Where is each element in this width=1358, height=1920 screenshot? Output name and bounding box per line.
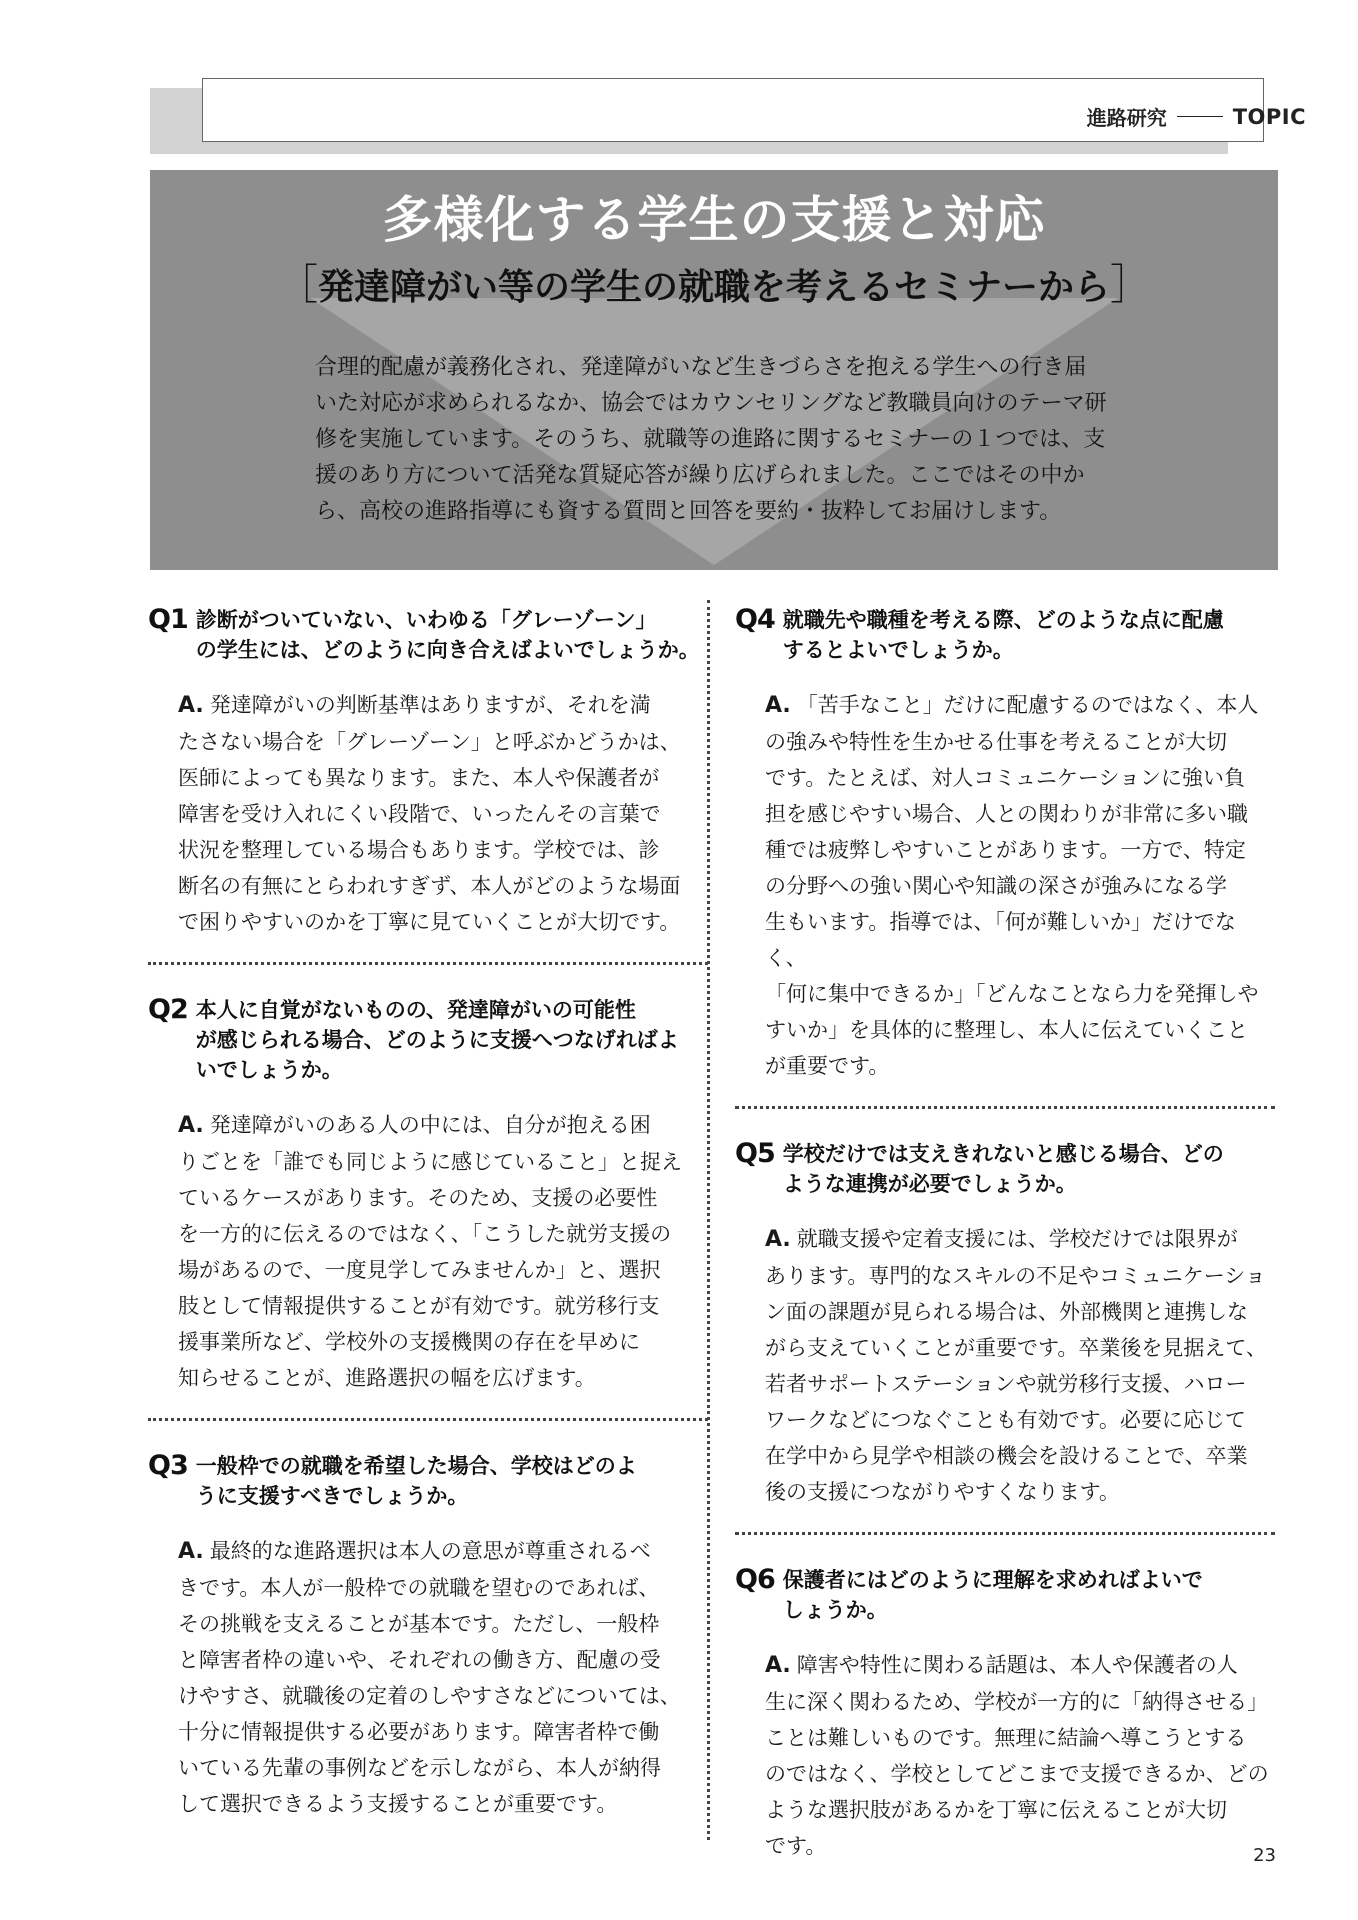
question-number: Q4 bbox=[735, 604, 775, 635]
subtitle-bracket-close: ］ bbox=[1110, 260, 1153, 309]
question-text: 就職先や職種を考える際、どのような点に配慮 するとよいでしょうか。 bbox=[782, 608, 1224, 662]
question-number: Q6 bbox=[735, 1564, 775, 1595]
qa-item-4 bbox=[735, 605, 1275, 1084]
question bbox=[735, 605, 1275, 665]
header-topic: TOPIC bbox=[1232, 104, 1306, 129]
answer bbox=[765, 1647, 1275, 1864]
answer-mark: A. bbox=[178, 1113, 204, 1138]
qa-item-5 bbox=[735, 1139, 1275, 1510]
question bbox=[148, 605, 708, 665]
qa-separator bbox=[735, 1532, 1275, 1535]
question-number: Q5 bbox=[735, 1138, 775, 1169]
answer-text: 就職支援や定着支援には、学校だけでは限界が あります。専門的なスキルの不足やコミュニケーショ ン面の課題が見られる場合は、外部機関と連携しな がら支えていくことが重要です。卒業後を見据えて、 若者サポートステーションや就労移行支援、ハロー ワークなどにつなぐことも有効です。必要に応じて 在学中から見学や相談の機会を設けることで、卒業 後の支援につながりやすくなります。 bbox=[765, 1227, 1267, 1504]
answer bbox=[178, 1107, 708, 1396]
question-number: Q1 bbox=[148, 604, 188, 635]
qa-item-3 bbox=[148, 1451, 708, 1822]
answer-mark: A. bbox=[765, 693, 791, 718]
question-text: 本人に自覚がないものの、発達障がいの可能性 が感じられる場合、どのように支援へつなげればよ いでしょうか。 bbox=[195, 998, 679, 1082]
answer-text: 発達障がいのある人の中には、自分が抱える困 りごとを「誰でも同じように感じていること」と捉え ているケースがあります。そのため、支援の必要性 を一方的に伝えるのではなく、「こうした就労支援の 場があるので、一度見学してみませんか」と、選択 肢として情報提供することが有効です。就労移行支 援事業所など、学校外の支援機関の存在を早めに 知らせることが、進路選択の幅を広げます。 bbox=[178, 1113, 682, 1390]
question-text: 保護者にはどのように理解を求めればよいで しょうか。 bbox=[782, 1568, 1203, 1622]
answer bbox=[765, 687, 1275, 1084]
question bbox=[735, 1139, 1275, 1199]
answer-mark: A. bbox=[765, 1227, 791, 1252]
qa-separator bbox=[148, 962, 708, 965]
answer-text: 発達障がいの判断基準はありますが、それを満 たさない場合を「グレーゾーン」と呼ぶかどうかは、 医師によっても異なります。また、本人や保護者が 障害を受け入れにくい段階で、いったんその言葉で 状況を整理している場合もあります。学校では、診 断名の有無にとらわれすぎず、本人がどのような場面 で困りやすいのかを丁寧に見ていくことが大切です。 bbox=[178, 693, 681, 934]
answer bbox=[178, 1533, 708, 1822]
header-section: 進路研究 bbox=[1086, 106, 1167, 130]
page-subtitle bbox=[150, 252, 1278, 312]
qa-item-2 bbox=[148, 995, 708, 1396]
question bbox=[148, 995, 708, 1085]
question-text: 一般枠での就職を希望した場合、学校はどのよ うに支援すべきでしょうか。 bbox=[195, 1454, 637, 1508]
answer-mark: A. bbox=[178, 1539, 204, 1564]
left-column bbox=[148, 605, 708, 1822]
header-rule bbox=[1177, 116, 1223, 117]
answer-mark: A. bbox=[765, 1653, 791, 1678]
answer-text: 障害や特性に関わる話題は、本人や保護者の人 生に深く関わるため、学校が一方的に「納得させる」 ことは難しいものです。無理に結論へ導こうとする のではなく、学校としてどこまで支援できるか、どの ような選択肢があるかを丁寧に伝えることが大切 です。 bbox=[765, 1653, 1269, 1858]
subtitle-text: 発達障がい等の学生の就職を考えるセミナーから bbox=[317, 267, 1110, 308]
question-text: 診断がついていない、いわゆる「グレーゾーン」 の学生には、どのように向き合えばよいでしょうか。 bbox=[195, 608, 700, 662]
question bbox=[735, 1565, 1275, 1625]
question bbox=[148, 1451, 708, 1511]
qa-item-1 bbox=[148, 605, 708, 940]
answer-mark: A. bbox=[178, 693, 204, 718]
answer bbox=[765, 1221, 1275, 1510]
right-column bbox=[735, 605, 1275, 1864]
question-number: Q3 bbox=[148, 1450, 188, 1481]
answer-text: 最終的な進路選択は本人の意思が尊重されるべ きです。本人が一般枠での就職を望むのであれば、 その挑戦を支えることが基本です。ただし、一般枠 と障害者枠の違いや、それぞれの働き方、配慮の受 けやすさ、就職後の定着のしやすさなどについては、 十分に情報提供する必要があります。障害者枠で働 いている先輩の事例などを示しながら、本人が納得 して選択できるよう支援することが重要です。 bbox=[178, 1539, 681, 1816]
answer bbox=[178, 687, 708, 940]
running-header bbox=[1087, 102, 1306, 131]
question-number: Q2 bbox=[148, 994, 188, 1025]
answer-text: 「苦手なこと」だけに配慮するのではなく、本人 の強みや特性を生かせる仕事を考えることが大切 です。たとえば、対人コミュニケーションに強い負 担を感じやすい場合、人との関わりが非常に多い職 種では疲弊しやすいことがあります。一方で、特定 の分野への強い関心や知識の深さが強みになる学 生もいます。指導では、「何が難しいか」だけでなく、 「何に集中できるか」「どんなことなら力を発揮しや すいか」を具体的に整理し、本人に伝えていくこと が重要です。 bbox=[765, 693, 1259, 1078]
title-banner bbox=[150, 170, 1278, 570]
page-title: 多様化する学生の支援と対応 bbox=[382, 191, 1046, 249]
qa-separator bbox=[148, 1418, 708, 1421]
page-number: 23 bbox=[1253, 1845, 1276, 1866]
qa-item-6 bbox=[735, 1565, 1275, 1864]
question-text: 学校だけでは支えきれないと感じる場合、どの ような連携が必要でしょうか。 bbox=[782, 1142, 1224, 1196]
lead-paragraph: 合理的配慮が義務化され、発達障がいなど生きづらさを抱える学生への行き届 いた対応が求められるなか、協会ではカウンセリングなど教職員向けのテーマ研 修を実施しています。そのうち、就職等の進路に関するセミナーの１つでは、支 援のあり方について活発な質疑応答が繰り広げられました。ここではその中か ら、高校の進路指導にも資する質問と回答を要約・抜粋してお届けします。 bbox=[315, 355, 1107, 524]
subtitle-bracket-open: ［ bbox=[275, 260, 318, 309]
qa-separator bbox=[735, 1106, 1275, 1109]
